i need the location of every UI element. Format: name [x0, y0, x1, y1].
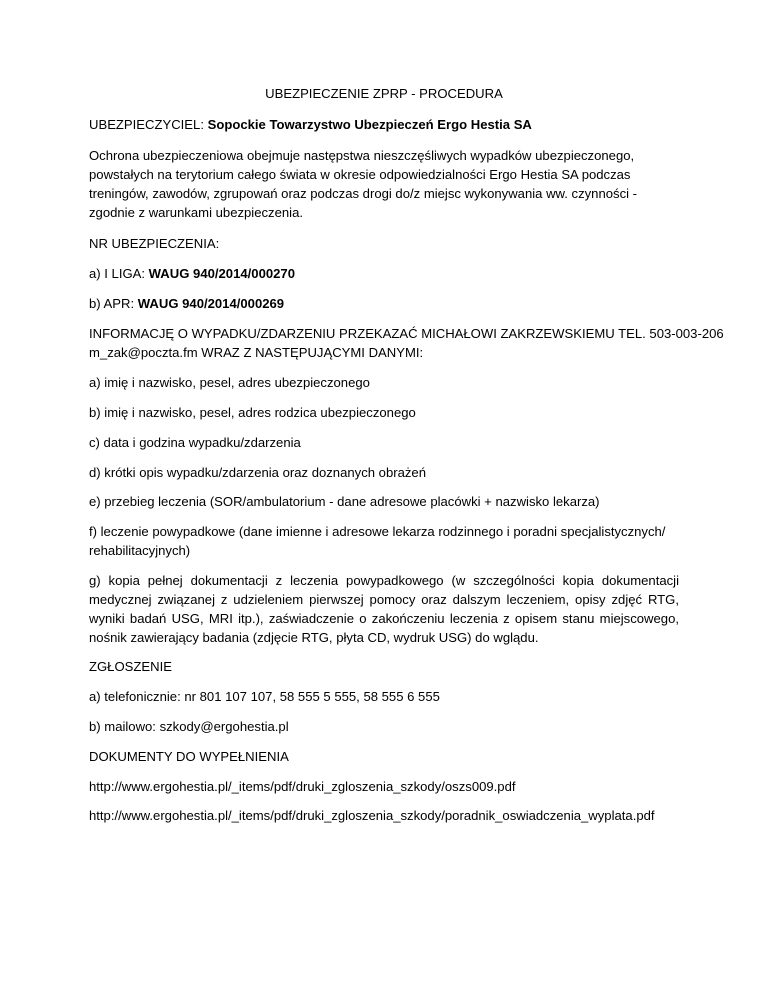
- policy-label: b) APR:: [89, 296, 138, 311]
- policy-heading: NR UBEZPIECZENIA:: [89, 236, 220, 251]
- insurer-name: Sopockie Towarzystwo Ubezpieczeń Ergo Hestia SA: [207, 117, 532, 132]
- required-item-e: e) przebieg leczenia (SOR/ambulatorium - dane adresowe placówki + nazwisko lekarza): [89, 494, 600, 509]
- document-link-line: [89, 806, 689, 825]
- required-item-b: b) imię i nazwisko, pesel, adres rodzica ubezpieczonego: [89, 405, 416, 420]
- coverage-line: treningów, zawodów, zgrupowań oraz podczas drogi do/z miejsc wykonywania ww. czynności -: [89, 186, 638, 201]
- required-item-a: a) imię i nazwisko, pesel, adres ubezpieczonego: [89, 375, 370, 390]
- reporting-email: b) mailowo: szkody@ergohestia.pl: [89, 719, 289, 734]
- policy-label: a) I LIGA:: [89, 266, 149, 281]
- coverage-line: zgodnie z warunkami ubezpieczenia.: [89, 205, 303, 220]
- coverage-line: Ochrona ubezpieczeniowa obejmuje następstwa nieszczęśliwych wypadków ubezpieczonego,: [89, 148, 635, 163]
- policy-number: WAUG 940/2014/000270: [148, 266, 295, 281]
- required-item-f-cont: rehabilitacyjnych): [89, 543, 191, 558]
- reporting-phone: a) telefonicznie: nr 801 107 107, 58 555 5 555, 58 555 6 555: [89, 689, 440, 704]
- documents-heading: DOKUMENTY DO WYPEŁNIENIA: [89, 749, 289, 764]
- policy-item-i-liga: [89, 264, 689, 283]
- report-info-line: m_zak@poczta.fm WRAZ Z NASTĘPUJĄCYMI DANYMI:: [89, 345, 424, 360]
- policy-number: WAUG 940/2014/000269: [137, 296, 285, 311]
- required-item-g: g) kopia pełnej dokumentacji z leczenia powypadkowego (w szczególności kopia dokumentacji medycznej związanej z udzieleniem pierwszej pomocy oraz dalszym leczeniem, opisy zdjęć RTG, wyniki badań USG, MRI itp.), zaświadczenie o zakończeniu leczenia z opisem stanu miejscowego, nośnik zawierający badania (zdjęcie RTG, płyta CD, wydruk USG) do wglądu.: [89, 573, 679, 645]
- document-link-oszs009[interactable]: http://www.ergohestia.pl/_items/pdf/druki_zgloszenia_szkody/oszs009.pdf: [89, 779, 516, 794]
- insurer-label: UBEZPIECZYCIEL:: [89, 117, 208, 132]
- coverage-line: powstałych na terytorium całego świata w okresie odpowiedzialności Ergo Hestia SA podczas: [89, 167, 631, 182]
- document-link-poradnik[interactable]: http://www.ergohestia.pl/_items/pdf/druki_zgloszenia_szkody/poradnik_oswiadczenia_wyplata.pdf: [89, 808, 655, 823]
- policy-item-apr: [89, 294, 689, 313]
- required-item-d: d) krótki opis wypadku/zdarzenia oraz doznanych obrażeń: [89, 465, 426, 480]
- report-info-line: INFORMACJĘ O WYPADKU/ZDARZENIU PRZEKAZAĆ MICHAŁOWI ZAKRZEWSKIEMU TEL. 503-003-206: [89, 326, 724, 341]
- required-item-c: c) data i godzina wypadku/zdarzenia: [89, 435, 301, 450]
- reporting-heading: ZGŁOSZENIE: [89, 659, 172, 674]
- document-link-line: [89, 777, 689, 796]
- required-item-f: f) leczenie powypadkowe (dane imienne i adresowe lekarza rodzinnego i poradni specjalistycznych/: [89, 524, 666, 539]
- insurer-line: [89, 115, 689, 134]
- document-title: UBEZPIECZENIE ZPRP - PROCEDURA: [265, 86, 503, 101]
